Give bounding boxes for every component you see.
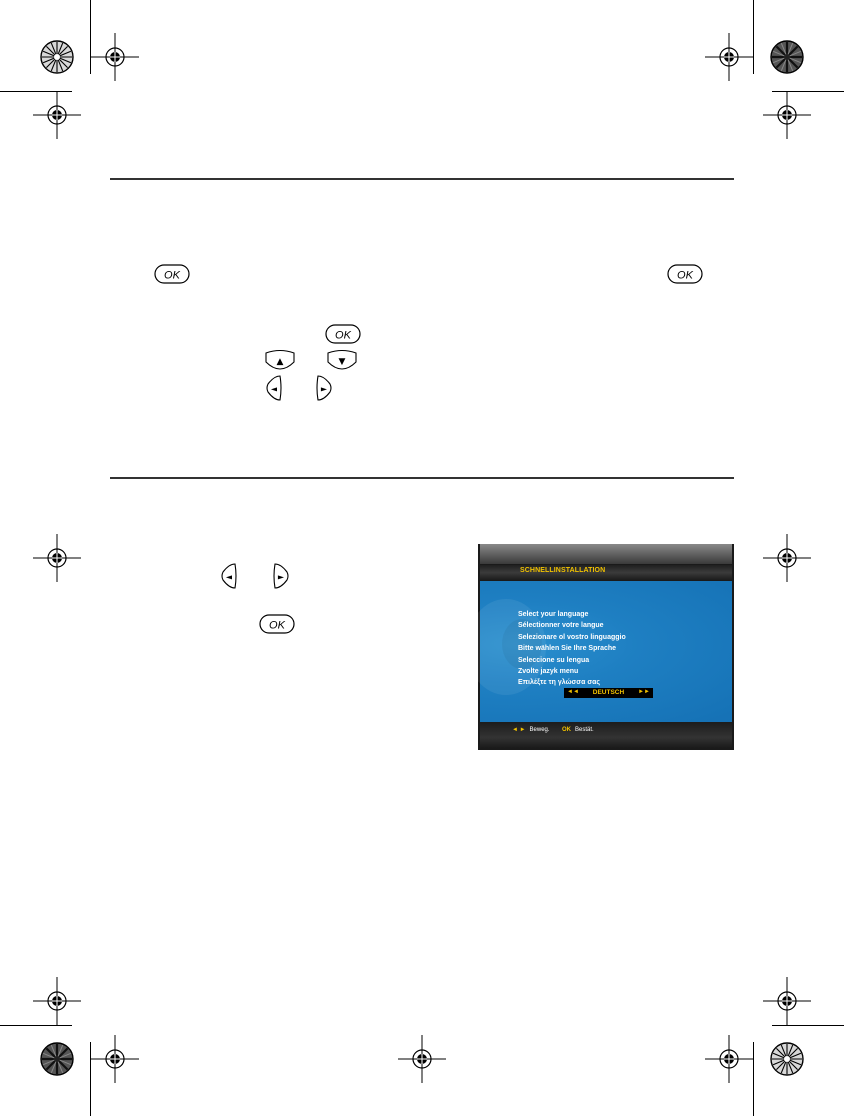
- svg-text:◄: ◄: [225, 572, 233, 582]
- selector-next-icon[interactable]: ►►: [638, 689, 650, 695]
- tv-title-bar: [480, 565, 732, 580]
- svg-text:►: ►: [277, 572, 285, 582]
- section-rule-top: [110, 178, 734, 180]
- registration-mark-icon: [91, 33, 139, 81]
- down-button-icon: [326, 350, 358, 370]
- selected-language: DEUTSCH: [592, 689, 625, 696]
- language-prompt: Zvolte jazyk menu: [518, 668, 579, 676]
- language-prompt: Sélectionner votre langue: [518, 622, 604, 630]
- registration-mark-icon: [398, 1035, 446, 1083]
- registration-mark-icon: [705, 1035, 753, 1083]
- svg-text:OK: OK: [164, 269, 180, 282]
- ok-button-icon: [325, 324, 361, 344]
- screen-title: SCHNELLINSTALLATION: [520, 567, 606, 574]
- svg-text:OK: OK: [269, 619, 285, 632]
- language-selector[interactable]: [564, 688, 653, 698]
- registration-mark-icon: [33, 977, 81, 1025]
- registration-mark-icon: [705, 33, 753, 81]
- hint-ok: [562, 727, 594, 733]
- tv-top-band: [480, 544, 732, 564]
- registration-mark-icon: [91, 1035, 139, 1083]
- left-button-icon: [220, 562, 238, 590]
- svg-text:▲: ▲: [276, 357, 284, 367]
- language-prompt: Επιλέξτε τη γλώσσα σας: [518, 679, 601, 687]
- tv-footer-hints: [480, 722, 732, 748]
- up-button-icon: [264, 350, 296, 370]
- left-button-icon: [265, 374, 283, 402]
- svg-text:►: ►: [320, 384, 328, 394]
- hint-ok-label: Bestät.: [575, 727, 594, 733]
- svg-text:OK: OK: [677, 269, 693, 282]
- registration-mark-icon: [33, 534, 81, 582]
- language-prompt-list: [518, 609, 626, 689]
- registration-mark-icon: [763, 977, 811, 1025]
- language-prompt: Selezionare ol vostro linguaggio: [518, 633, 626, 641]
- color-wheel-icon: [771, 41, 803, 73]
- color-wheel-icon: [41, 41, 73, 73]
- ok-button-icon: [259, 614, 295, 634]
- hint-move-label: Beweg.: [529, 727, 550, 733]
- hint-ok-key: OK: [562, 727, 571, 733]
- ok-button-icon: [667, 264, 703, 284]
- hint-move-key: ◄ ►: [512, 727, 526, 733]
- svg-text:OK: OK: [335, 329, 351, 342]
- svg-text:▼: ▼: [338, 357, 346, 367]
- registration-mark-icon: [763, 534, 811, 582]
- registration-mark-icon: [33, 91, 81, 139]
- section-rule-middle: [110, 477, 734, 479]
- language-menu-panel: [480, 581, 732, 722]
- color-wheel-icon: [41, 1043, 73, 1075]
- selector-prev-icon[interactable]: ◄◄: [567, 689, 579, 695]
- language-prompt: Select your language: [518, 611, 589, 618]
- right-button-icon: [272, 562, 290, 590]
- registration-mark-icon: [763, 91, 811, 139]
- language-prompt: Bitte wählen Sie Ihre Sprache: [518, 645, 617, 653]
- hint-move: [512, 727, 550, 733]
- svg-text:◄: ◄: [270, 384, 278, 394]
- color-wheel-icon: [771, 1043, 803, 1075]
- ok-button-icon: [154, 264, 190, 284]
- language-prompt: Seleccione su lengua: [518, 656, 590, 664]
- tv-screen-capture: [478, 544, 734, 750]
- right-button-icon: [315, 374, 333, 402]
